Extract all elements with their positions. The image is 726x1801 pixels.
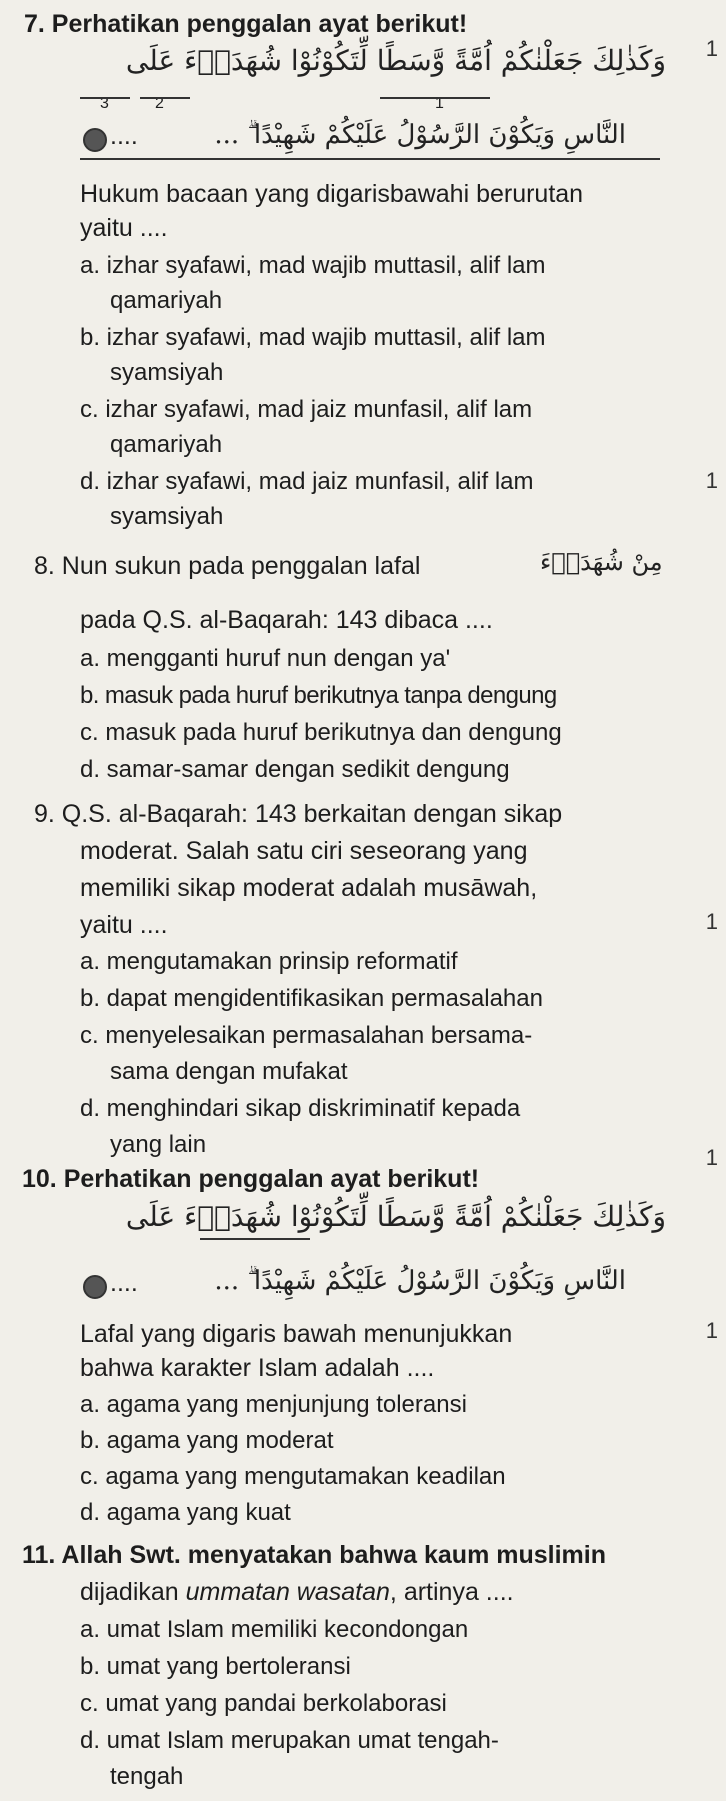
q11-option-b[interactable]: b. umat yang bertoleransi <box>80 1653 351 1680</box>
q7-option-c-cont: qamariyah <box>110 431 223 458</box>
q11-option-d-cont: tengah <box>110 1763 184 1790</box>
q7-number-3: 3 <box>100 95 109 112</box>
q8-stem-a: 8. Nun sukun pada penggalan lafal <box>34 552 421 580</box>
q7-prompt-line1: Hukum bacaan yang digarisbawahi berurutan <box>80 180 584 208</box>
q7-number-1: 1 <box>435 95 444 112</box>
q8-option-b[interactable]: b. masuk pada huruf berikutnya tanpa dengung <box>80 682 557 709</box>
q7-option-b[interactable]: b. izhar syafawi, mad wajib muttasil, alif lam <box>80 324 546 351</box>
q7-prompt-line2: yaitu .... <box>80 214 168 242</box>
q10-prompt-line1: Lafal yang digaris bawah menunjukkan <box>80 1320 513 1348</box>
q9-line1: 9. Q.S. al-Baqarah: 143 berkaitan dengan sikap <box>34 800 563 828</box>
q7-option-b-cont: syamsiyah <box>110 359 224 386</box>
q9-option-d-cont: yang lain <box>110 1131 207 1158</box>
q11-line2-a: dijadikan <box>80 1578 186 1606</box>
margin-mark-4: 1 <box>705 36 718 61</box>
q9-line3: memiliki sikap moderat adalah musāwah, <box>80 874 538 902</box>
q8-arabic: مِنْ شُهَدَاۤءَ <box>540 548 663 576</box>
q10-arabic-line1: وَكَذٰلِكَ جَعَلْنٰكُمْ اُمَّةً وَّسَطًا لِّتَكُوْنُوْا شُهَدَاۤءَ عَلَى <box>125 1200 666 1233</box>
q10-underline <box>200 1238 310 1240</box>
q7-option-d-cont: syamsiyah <box>110 503 224 530</box>
q7-arabic-line1 <box>126 44 666 77</box>
q10-prompt-line2: bahwa karakter Islam adalah .... <box>80 1354 435 1382</box>
q7-ayah-dots: .... <box>110 122 138 150</box>
q10-ayah-dots: .... <box>110 1269 138 1297</box>
q10-option-d[interactable]: d. agama yang kuat <box>80 1499 291 1526</box>
q11-line2-italic: ummatan wasatan <box>185 1578 390 1606</box>
q7-option-d[interactable]: d. izhar syafawi, mad jaiz munfasil, alif lam <box>80 468 534 495</box>
q11-line2 <box>80 1576 514 1608</box>
q8-option-c[interactable]: c. masuk pada huruf berikutnya dan dengung <box>80 719 562 746</box>
q11-line2-c: , artinya .... <box>389 1578 514 1606</box>
q7-underline-1 <box>380 97 490 99</box>
q10-option-a[interactable]: a. agama yang menjunjung toleransi <box>80 1391 467 1418</box>
margin-mark-2: 1 <box>705 1145 718 1170</box>
q9-option-b[interactable]: b. dapat mengidentifikasikan permasalahan <box>80 985 543 1012</box>
q9-option-d[interactable]: d. menghindari sikap diskriminatif kepada <box>80 1095 521 1122</box>
q8-option-a[interactable]: a. mengganti huruf nun dengan ya' <box>80 645 451 672</box>
q10-option-b[interactable]: b. agama yang moderat <box>80 1427 334 1454</box>
q7-option-c[interactable]: c. izhar syafawi, mad jaiz munfasil, alif lam <box>80 396 533 423</box>
q9-option-c[interactable]: c. menyelesaikan permasalahan bersama- <box>80 1022 533 1049</box>
margin-mark-1: 1 <box>705 909 718 934</box>
q7-arabic-rule <box>80 158 660 160</box>
q11-option-d[interactable]: d. umat Islam merupakan umat tengah- <box>80 1727 499 1754</box>
q11-line1: 11. Allah Swt. menyatakan bahwa kaum muslimin <box>22 1541 606 1569</box>
q9-option-a[interactable]: a. mengutamakan prinsip reformatif <box>80 948 458 975</box>
margin-mark-5: 1 <box>705 468 718 493</box>
q7-arabic-line2: النَّاسِ وَيَكُوْنَ الرَّسُوْلُ عَلَيْكُمْ شَهِيْدًا ۗ ... <box>214 120 626 150</box>
q7-option-a[interactable]: a. izhar syafawi, mad wajib muttasil, alif lam <box>80 252 546 279</box>
q7-arabic-text1: وَكَذٰلِكَ جَعَلْنٰكُمْ اُمَّةً وَّسَطًا لِّتَكُوْنُوْا شُهَدَاۤءَ عَلَى <box>125 44 666 77</box>
q8-option-d[interactable]: d. samar-samar dengan sedikit dengung <box>80 756 510 783</box>
q11-option-c[interactable]: c. umat yang pandai berkolaborasi <box>80 1690 447 1717</box>
q9-line4: yaitu .... <box>80 911 168 939</box>
q7-underline-2 <box>140 97 190 99</box>
margin-mark-3: 1 <box>705 1318 718 1343</box>
ayah-number-icon <box>83 1275 107 1299</box>
q11-option-a[interactable]: a. umat Islam memiliki kecondongan <box>80 1616 469 1643</box>
q10-option-c[interactable]: c. agama yang mengutamakan keadilan <box>80 1463 506 1490</box>
ayah-number-icon <box>83 128 107 152</box>
q7-stem: 7. Perhatikan penggalan ayat berikut! <box>24 10 468 38</box>
q9-line2: moderat. Salah satu ciri seseorang yang <box>80 837 528 865</box>
q7-number-2: 2 <box>155 95 164 112</box>
q9-option-c-cont: sama dengan mufakat <box>110 1058 348 1085</box>
q7-option-a-cont: qamariyah <box>110 287 223 314</box>
q10-stem: 10. Perhatikan penggalan ayat berikut! <box>22 1165 480 1193</box>
q8-stem-b: pada Q.S. al-Baqarah: 143 dibaca .... <box>80 606 493 634</box>
q10-arabic-line2: النَّاسِ وَيَكُوْنَ الرَّسُوْلُ عَلَيْكُمْ شَهِيْدًا ۗ ... <box>214 1266 626 1296</box>
q7-underline-3 <box>80 97 130 99</box>
